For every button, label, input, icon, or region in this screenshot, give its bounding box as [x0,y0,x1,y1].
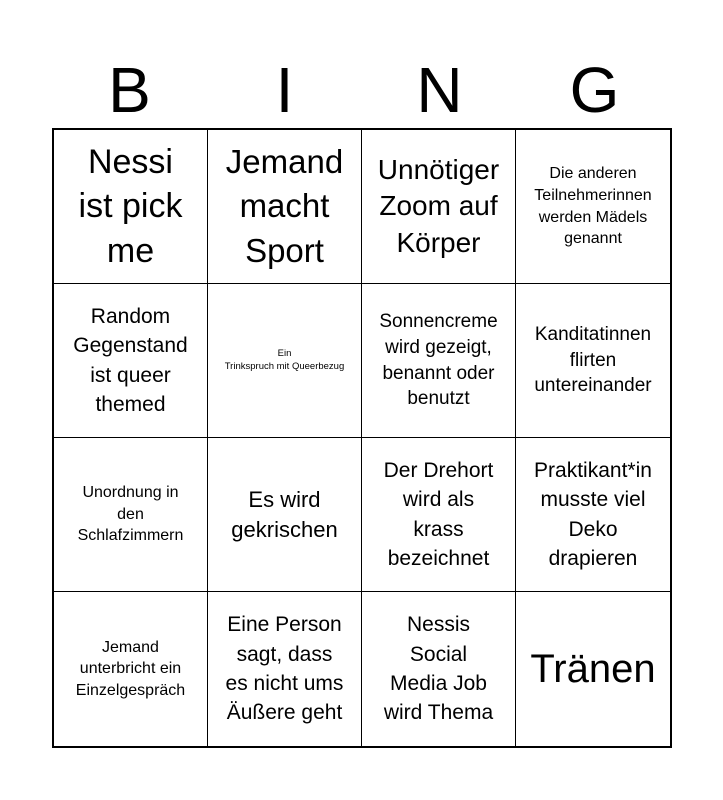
title-letter-g: G [569,54,620,126]
cell-line: Kanditatinnen [534,324,652,346]
cell-line: Deko [568,517,618,541]
cell-line: Jemand [102,638,159,656]
cell-line: Nessi [87,143,173,182]
cell-line: musste viel [540,488,646,512]
cell-line: Tränen [530,647,656,691]
bingo-cell[interactable] [362,592,516,746]
bingo-cell[interactable] [54,284,208,438]
cell-line: genannt [564,230,622,248]
cell-line: werden Mädels [538,208,648,226]
cell-line: Trinkspruch mit Queerbezug [224,360,345,372]
title-letter-n: N [416,54,463,126]
bingo-cell[interactable] [54,592,208,746]
cell-line: wird Thema [383,701,494,725]
cell-line: Nessis [406,613,470,637]
bingo-title [52,52,672,128]
cell-line: untereinander [534,375,652,397]
title-letter-i: I [275,54,294,126]
bingo-cell[interactable] [516,130,670,284]
bingo-cell[interactable] [516,284,670,438]
cell-line: Random [90,304,171,328]
cell-line: me [106,231,155,270]
cell-line: Sonnencreme [379,311,498,333]
bingo-board [52,128,672,748]
cell-line: gekrischen [231,516,338,542]
cell-line: Teilnehmerinnen [534,186,652,204]
bingo-cell[interactable] [54,438,208,592]
bingo-cell[interactable] [362,438,516,592]
cell-line: benutzt [407,388,470,410]
cell-line: wird gezeigt, [385,336,492,358]
cell-line: Die anderen [549,165,637,183]
cell-line: unterbricht ein [79,660,182,678]
cell-line: Es wird [248,486,321,512]
cell-line: ist queer [90,363,171,387]
cell-line: wird als [402,488,475,512]
bingo-cell[interactable] [208,438,362,592]
cell-line: Praktikant*in [534,458,652,482]
bingo-cell[interactable] [208,284,362,438]
bingo-cell[interactable] [516,438,670,592]
cell-line: Unordnung in [82,484,179,502]
cell-line: ist pick [78,187,183,226]
cell-line: themed [95,392,166,416]
cell-line: macht [239,187,330,225]
cell-line: Äußere geht [226,701,343,725]
cell-line: Media Job [390,672,487,695]
cell-line: sagt, dass [236,642,333,666]
bingo-cell[interactable] [54,130,208,284]
cell-line: Ein [277,348,292,360]
cell-line: Körper [396,226,481,258]
cell-line: Zoom auf [379,190,498,222]
cell-line: Unnötiger [377,153,500,185]
cell-line: flirten [569,349,617,371]
cell-line: Eine Person [227,613,342,637]
cell-line: den [117,505,144,523]
cell-line: es nicht ums [225,672,344,695]
cell-line: drapieren [548,546,638,570]
cell-line: Der Drehort [383,458,494,482]
cell-line: Gegenstand [73,334,188,358]
cell-line: Jemand [225,142,344,180]
cell-line: benannt oder [382,362,495,384]
cell-line: bezeichnet [387,546,490,570]
bingo-cell[interactable] [362,284,516,438]
cell-line: krass [413,517,464,541]
cell-line: Social [409,642,468,666]
bingo-cell[interactable] [362,130,516,284]
bingo-cell[interactable] [208,592,362,746]
title-letter-b: B [108,54,151,126]
cell-line: Einzelgespräch [75,681,186,699]
bingo-cell[interactable] [208,130,362,284]
cell-line: Schlafzimmern [77,527,184,545]
cell-line: Sport [245,231,324,269]
bingo-cell[interactable] [516,592,670,746]
